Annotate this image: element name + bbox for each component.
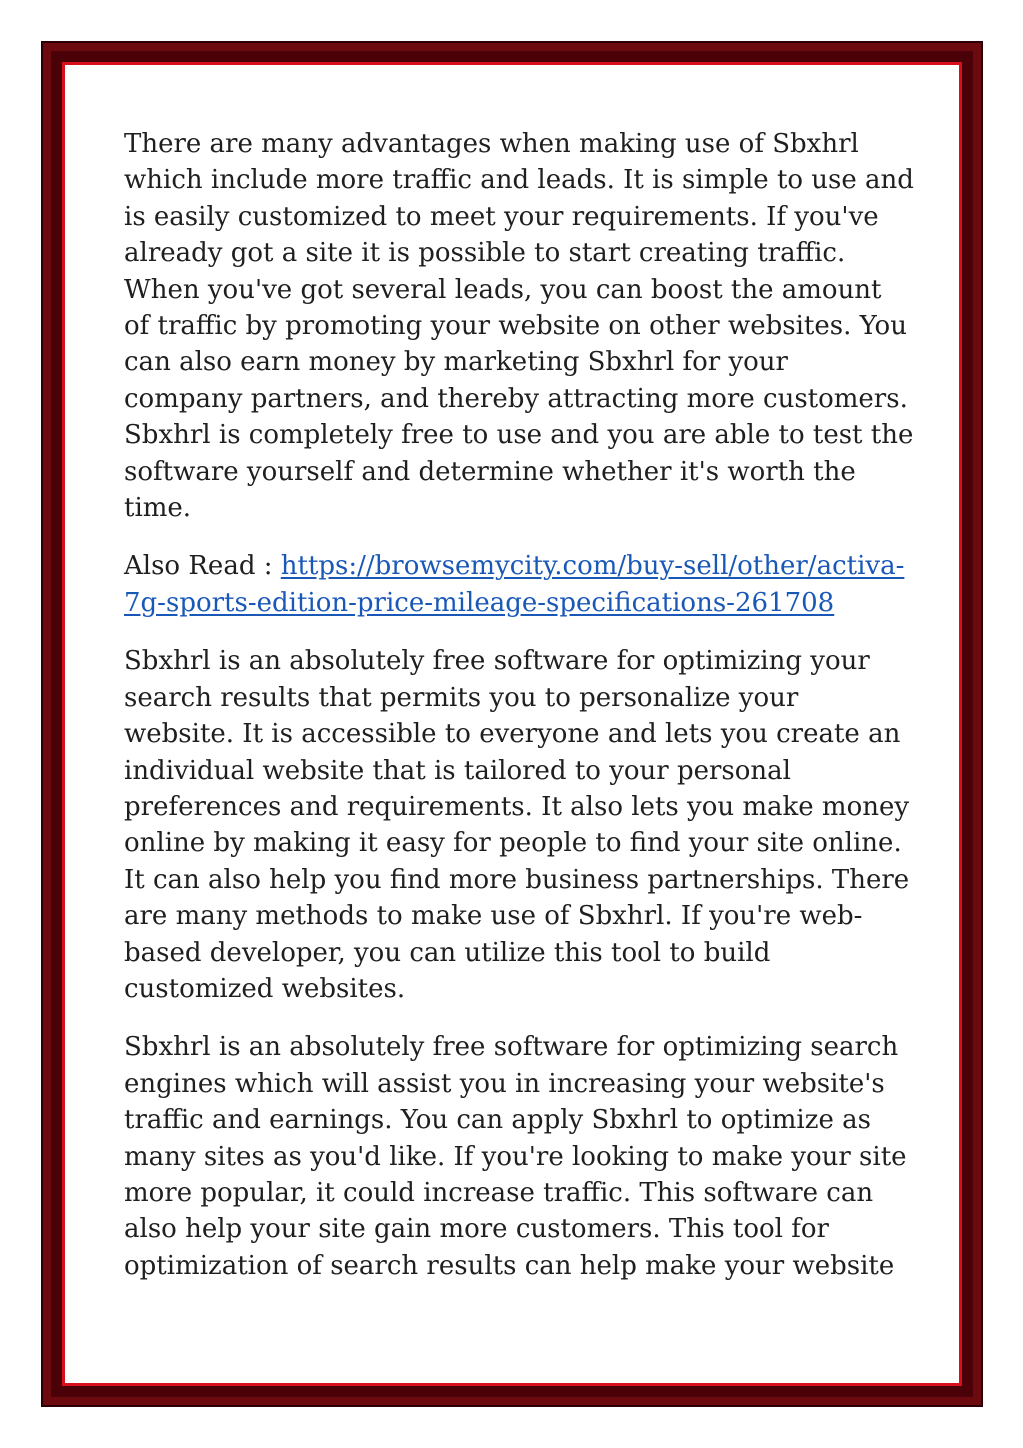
also-read-label: Also Read : bbox=[124, 551, 281, 582]
also-read-link[interactable]: https://browsemycity.com/buy-sell/other/activa-7g-sports-edition-price-mileage-specifications-261708 bbox=[124, 551, 905, 618]
paragraph-free-software: Sbxhrl is an absolutely free software for optimizing your search results that permits you to personalize your website. It is accessible to everyone and lets you create an individual website that is tailored to your personal preferences and requirements. It also lets you make money online by making it easy for people to find your site online. It can also help you find more business partnerships. There are many methods to make use of Sbxhrl. If you're web-based developer, you can utilize this tool to build customized websites. bbox=[124, 646, 910, 1004]
also-read-paragraph bbox=[124, 548, 914, 621]
paragraph-search-engine: Sbxhrl is an absolutely free software for optimizing search engines which will assist you in increasing your website's traffic and earnings. You can apply Sbxhrl to optimize as many sites as you'd like. If you're looking to make your site more popular, it could increase traffic. This software can also help your site gain more customers. This tool for optimization of search results can help make your website bbox=[124, 1032, 907, 1281]
paragraph-advantages: There are many advantages when making use of Sbxhrl which include more traffic and leads. It is simple to use and is easily customized to meet your requirements. If you've already got a site it is possible to start creating traffic. When you've got several leads, you can boost the amount of traffic by promoting your website on other websites. You can also earn money by marketing Sbxhrl for your company partners, and thereby attracting more customers. Sbxhrl is completely free to use and you are able to test the software yourself and determine whether it's worth the time. bbox=[124, 129, 914, 524]
document-body bbox=[124, 126, 914, 1306]
